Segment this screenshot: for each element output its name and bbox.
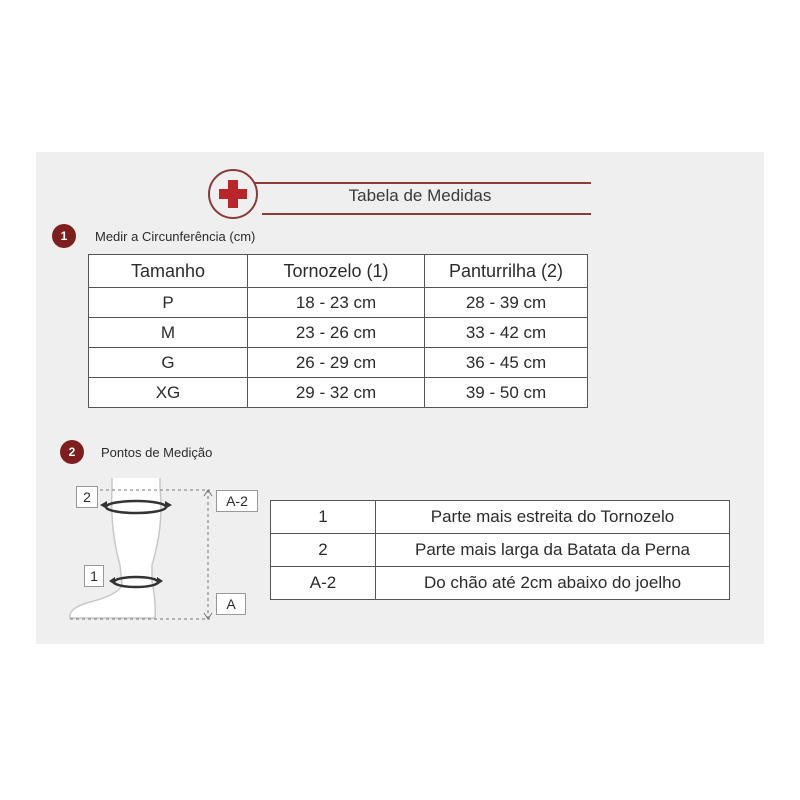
table-row [271,567,730,600]
calf-cell: 36 - 45 cm [425,348,588,378]
header-rule-bottom [262,213,591,215]
header-rule-top [226,182,591,184]
column-header-size: Tamanho [89,255,248,288]
point-id-cell: 2 [271,534,376,567]
section-1-title: Medir a Circunferência (cm) [95,229,256,244]
size-cell: XG [89,378,248,408]
ankle-cell: 23 - 26 cm [248,318,425,348]
calf-cell: 39 - 50 cm [425,378,588,408]
ankle-cell: 26 - 29 cm [248,348,425,378]
size-table [88,254,588,408]
table-row [89,318,588,348]
point-description-cell: Parte mais estreita do Tornozelo [376,501,730,534]
size-cell: P [89,288,248,318]
section-2-title: Pontos de Medição [101,445,213,460]
table-row [271,501,730,534]
point-description-cell: Do chão até 2cm abaixo do joelho [376,567,730,600]
page-title: Tabela de Medidas [348,186,492,205]
point-description-cell: Parte mais larga da Batata da Perna [376,534,730,567]
point-id-cell: A-2 [271,567,376,600]
measurement-points-table [270,500,730,600]
table-row [89,348,588,378]
calf-cell: 33 - 42 cm [425,318,588,348]
table-row [271,534,730,567]
size-cell: G [89,348,248,378]
ankle-cell: 29 - 32 cm [248,378,425,408]
ankle-point-label: 1 [84,565,104,587]
table-row [89,378,588,408]
size-table-header-row [89,255,588,288]
calf-point-label: 2 [76,486,98,508]
column-header-calf: Panturrilha (2) [425,255,588,288]
table-row [89,288,588,318]
ankle-cell: 18 - 23 cm [248,288,425,318]
point-id-cell: 1 [271,501,376,534]
medical-cross-icon [208,169,258,219]
section-1-badge: 1 [52,224,76,248]
size-cell: M [89,318,248,348]
calf-cell: 28 - 39 cm [425,288,588,318]
section-2-badge: 2 [60,440,84,464]
height-top-label: A-2 [216,490,258,512]
height-bottom-label: A [216,593,246,615]
leg-measurement-diagram [60,470,270,630]
column-header-ankle: Tornozelo (1) [248,255,425,288]
